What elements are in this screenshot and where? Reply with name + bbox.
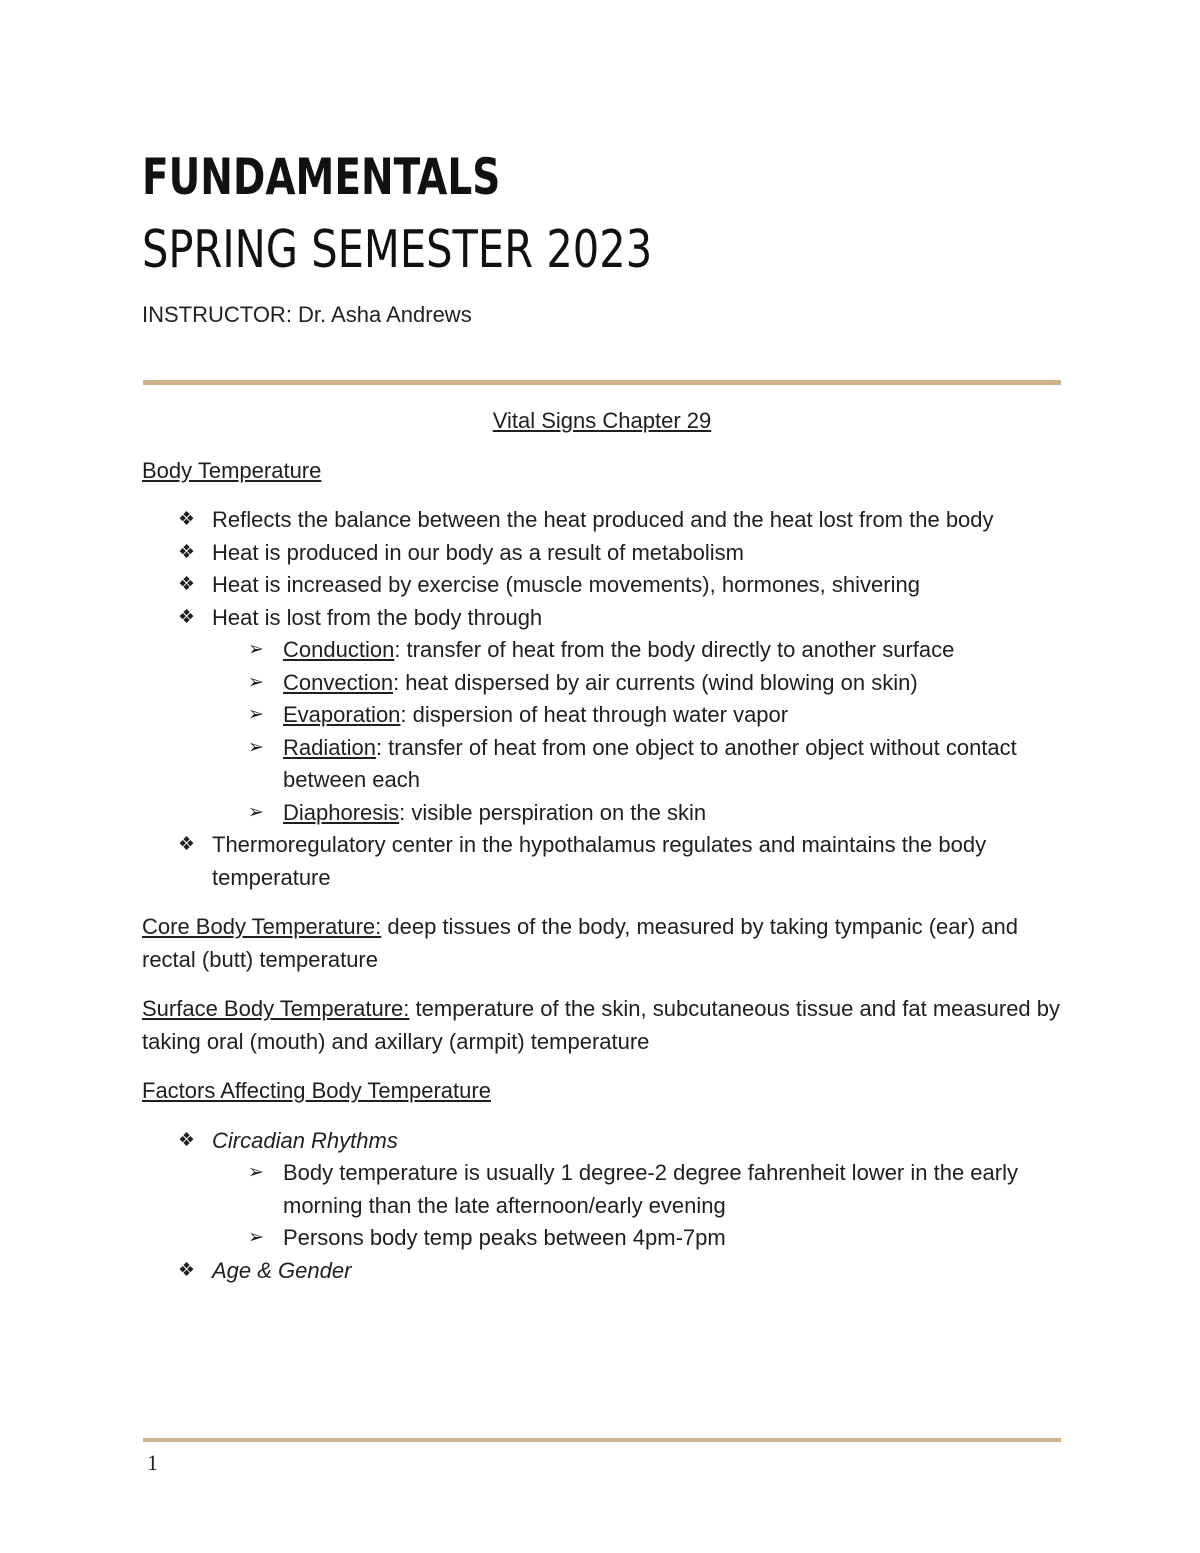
list-item: ❖ Heat is increased by exercise (muscle movements), hormones, shivering <box>142 569 1062 602</box>
list-item: ❖ Circadian Rhythms <box>142 1125 1062 1158</box>
course-title: FUNDAMENTALS <box>142 148 501 206</box>
list-item: ❖ Heat is lost from the body through <box>142 602 1062 635</box>
bottom-divider <box>143 1438 1061 1442</box>
arrow-bullet-icon: ➢ <box>248 801 264 823</box>
section-heading-body-temperature: Body Temperature <box>142 457 322 483</box>
sub-list-item: ➢ Body temperature is usually 1 degree-2 degree fahrenheit lower in the early morning than the late afternoon/early evening <box>142 1157 1062 1222</box>
arrow-bullet-icon: ➢ <box>248 1162 264 1183</box>
diamond-bullet-icon: ❖ <box>178 834 196 855</box>
page-number: 1 <box>147 1450 158 1475</box>
list-item: ❖ Thermoregulatory center in the hypothalamus regulates and maintains the body temperature <box>142 829 1062 894</box>
arrow-bullet-icon: ➢ <box>248 704 264 725</box>
diamond-bullet-icon: ❖ <box>178 541 196 563</box>
semester-title: SPRING SEMESTER 2023 <box>142 220 653 280</box>
list-item: ❖ Reflects the balance between the heat produced and the heat lost from the body <box>142 504 1062 537</box>
arrow-bullet-icon: ➢ <box>248 736 264 758</box>
diamond-bullet-icon: ❖ <box>178 606 196 628</box>
sub-list-item-diaphoresis: ➢ Diaphoresis: visible perspiration on the skin <box>142 797 1062 830</box>
surface-temperature-term: Surface Body Temperature: <box>142 996 410 1021</box>
sub-list-item-convection: ➢ Convection: heat dispersed by air currents (wind blowing on skin) <box>142 667 1062 700</box>
diamond-bullet-icon: ❖ <box>178 1129 196 1151</box>
sub-list-item: ➢ Persons body temp peaks between 4pm-7pm <box>142 1222 1062 1255</box>
arrow-bullet-icon: ➢ <box>248 1227 264 1248</box>
sub-list-item-conduction: ➢ Conduction: transfer of heat from the body directly to another surface <box>142 634 1062 667</box>
diamond-bullet-icon: ❖ <box>178 574 196 595</box>
arrow-bullet-icon: ➢ <box>248 639 264 660</box>
chapter-title: Vital Signs Chapter 29 <box>492 408 712 433</box>
section-heading-factors: Factors Affecting Body Temperature <box>142 1078 491 1103</box>
diamond-bullet-icon: ❖ <box>178 509 196 530</box>
diamond-bullet-icon: ❖ <box>178 1259 196 1281</box>
sub-list-item-radiation: ➢ Radiation: transfer of heat from one object to another object without contact between each <box>142 732 1062 797</box>
factors-list <box>142 1125 1062 1288</box>
surface-temperature-paragraph: Surface Body Temperature: temperature of the skin, subcutaneous tissue and fat measured by taking oral (mouth) and axillary (armpit) temperature <box>142 996 1061 1054</box>
list-item: ❖ Age & Gender <box>142 1255 1062 1288</box>
list-item: ❖ Heat is produced in our body as a result of metabolism <box>142 537 1062 570</box>
notes-body <box>142 405 1062 1287</box>
core-temperature-paragraph: Core Body Temperature: deep tissues of the body, measured by taking tympanic (ear) and rectal (butt) temperature <box>142 914 1019 972</box>
top-divider <box>143 380 1061 385</box>
sub-list-item-evaporation: ➢ Evaporation: dispersion of heat through water vapor <box>142 699 1062 732</box>
core-temperature-term: Core Body Temperature: <box>142 914 382 939</box>
body-temperature-list <box>142 504 1062 894</box>
instructor-line: INSTRUCTOR: Dr. Asha Andrews <box>142 302 472 327</box>
arrow-bullet-icon: ➢ <box>248 671 264 693</box>
